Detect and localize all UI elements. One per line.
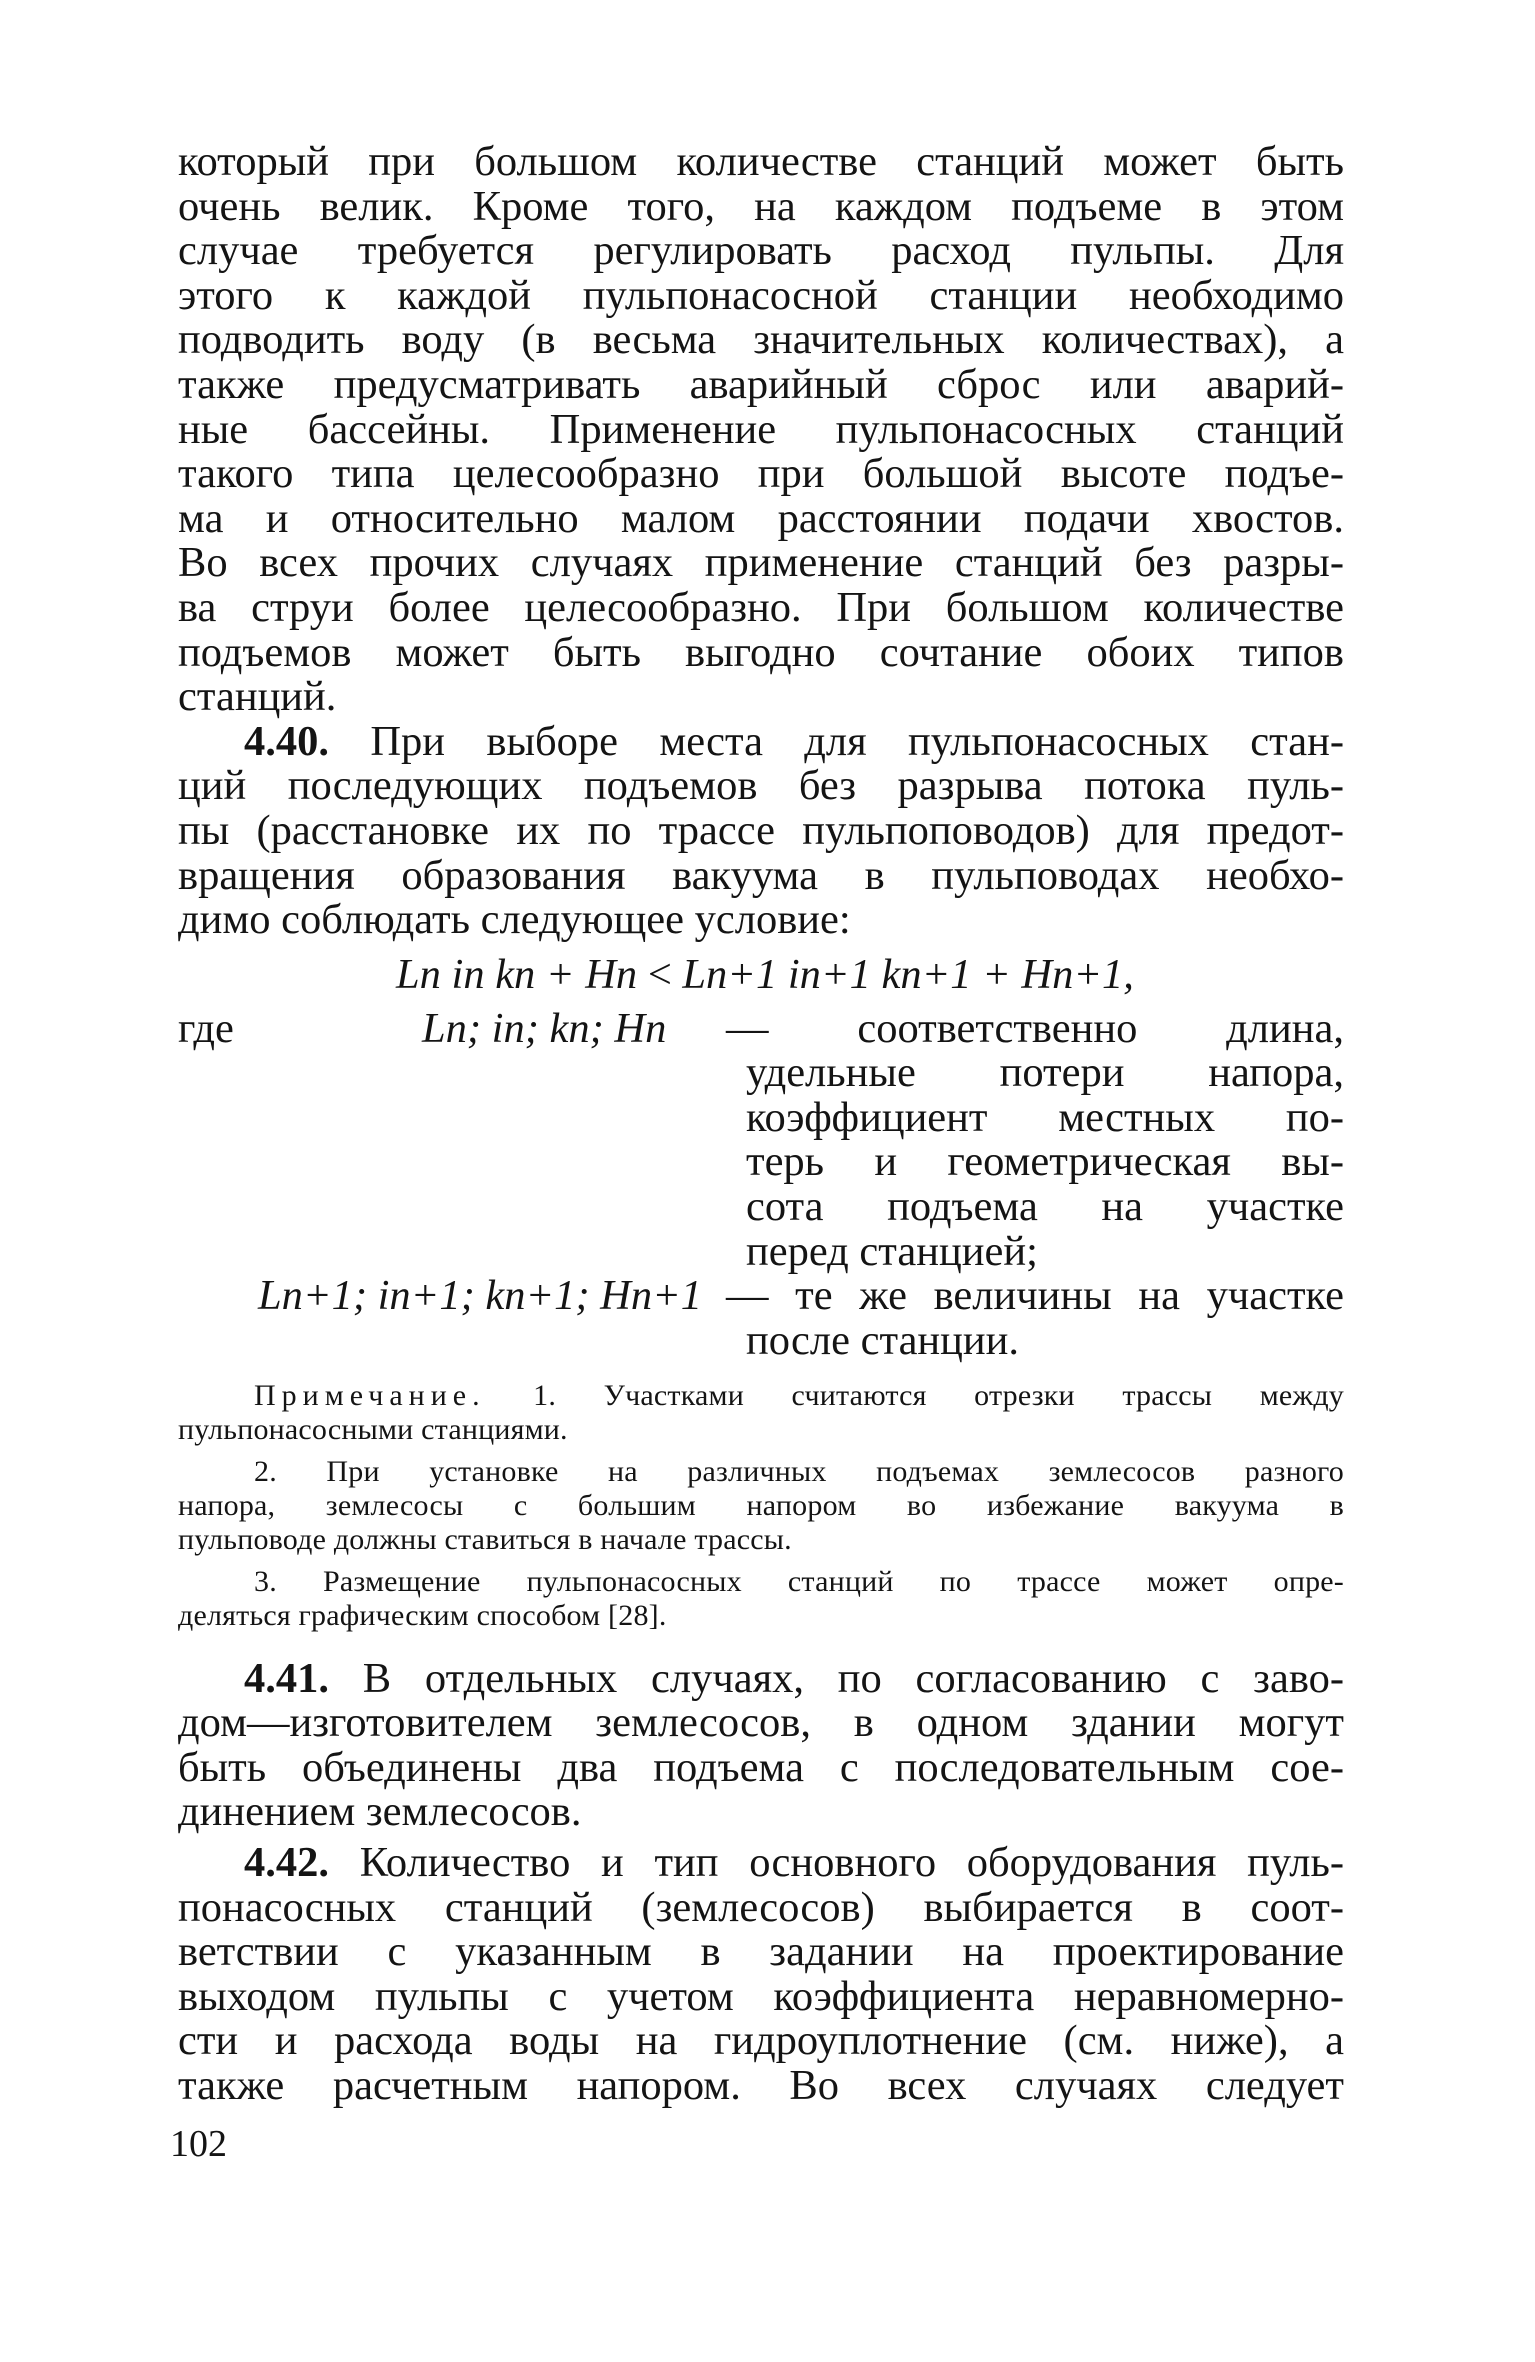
where-row (178, 1051, 1344, 1096)
text-line: динением землесосов. (178, 1788, 582, 1836)
where-row (178, 1185, 1344, 1230)
text-line: выходом пульпы с учетом коэффициента неравномерно- (178, 1972, 1344, 2020)
formula-expression (396, 950, 1134, 998)
text-line: сти и расхода воды на гидроуплотнение (см. ниже), а (178, 2017, 1344, 2065)
text-line: понасосных станций (землесосов) выбирается в соот- (178, 1883, 1344, 1931)
text-line: такого типа целесообразно при большой высоте подъе- (178, 450, 1344, 498)
text-line: ветствии с указанным в задании на проектирование (178, 1928, 1344, 1976)
text-line: подводить воду (в весьма значительных количествах), а (178, 316, 1344, 364)
where-desc-line: перед станцией; (746, 1227, 1038, 1275)
note-line: пульпонасосными станциями. (178, 1412, 568, 1446)
text-line: этого к каждой пульпонасосной станции необходимо (178, 271, 1344, 319)
text-line: очень велик. Кроме того, на каждом подъеме в этом (178, 182, 1344, 230)
text-line: дом—изготовителем землесосов, в одном здании могут (178, 1699, 1344, 1747)
where-desc-line: после станции. (746, 1316, 1020, 1364)
notes-block (178, 1379, 1344, 1633)
where-block (178, 1004, 1344, 1364)
where-row (178, 1274, 1344, 1319)
where-row (178, 1227, 1344, 1275)
text-line: димо соблюдать следующее условие: (178, 896, 851, 944)
formula-lhs: Lп iп kп + Hп (396, 950, 638, 998)
section-number: 4.42. (244, 1839, 329, 1887)
section-4-42 (178, 1841, 1344, 2109)
section-4-40 (178, 717, 1344, 944)
section-number: 4.40. (244, 717, 329, 765)
text-line: быть объединены два подъема с последовательным сое- (178, 1743, 1344, 1791)
where-desc-line: удельные потери напора, (746, 1049, 1344, 1097)
where-row (178, 1093, 1344, 1141)
section-4-41 (178, 1654, 1344, 1836)
page-number: 102 (170, 2123, 227, 2165)
text-line: также предусматривать аварийный сброс или аварий- (178, 360, 1344, 408)
text-line: станций. (178, 673, 337, 721)
where-row (178, 1316, 1344, 1364)
intro-paragraph (178, 140, 1344, 720)
text-line: который при большом количестве станций может быть (178, 138, 1344, 185)
page-body (178, 140, 1344, 2109)
text-line: также расчетным напором. Во всех случаях следует (178, 2062, 1344, 2110)
where-desc-line: — соответственно длина, (726, 1004, 1344, 1052)
text-line: ва струи более целесообразно. При большом количестве (178, 583, 1344, 631)
formula (178, 947, 1344, 1007)
where-desc-line: — те же величины на участке (726, 1272, 1344, 1320)
note-line: 3. Размещение пульпонасосных станций по трассе может опре- (254, 1564, 1344, 1598)
note-line (178, 1379, 1344, 1413)
where-desc-line: коэффициент местных по- (746, 1093, 1344, 1141)
text-line: случае требуется регулировать расход пульпы. Для (178, 227, 1344, 275)
formula-rhs: Lп+1 iп+1 kп+1 + Hп+1, (682, 950, 1134, 998)
note-text: 1. Участками считаются отрезки трассы между (533, 1378, 1344, 1412)
where-vars-2: Lп+1; iп+1; kп+1; Hп+1 (258, 1272, 703, 1320)
formula-operator: < (647, 950, 672, 998)
notes-heading: Примечание. (254, 1378, 486, 1412)
where-row (178, 1004, 1344, 1052)
text-line-content: Количество и тип основного оборудования пуль- (359, 1839, 1345, 1887)
note-line: напора, землесосы с большим напором во избежание вакуума в (178, 1488, 1344, 1522)
text-line: ные бассейны. Применение пульпонасосных станций (178, 405, 1344, 453)
where-row (178, 1140, 1344, 1185)
section-number: 4.41. (244, 1654, 329, 1702)
text-line-content: В отдельных случаях, по согласованию с заво- (362, 1654, 1344, 1702)
text-line: ций последующих подъемов без разрыва потока пуль- (178, 762, 1344, 810)
text-line: подъемов может быть выгодно сочтание обоих типов (178, 628, 1344, 676)
text-line: вращения образования вакуума в пульповодах необхо- (178, 851, 1344, 899)
note-line: пульповоде должны ставиться в начале трассы. (178, 1522, 792, 1556)
where-desc-line: сота подъема на участке (746, 1183, 1344, 1231)
note-line: деляться графическим способом [28]. (178, 1598, 667, 1632)
where-vars-1: Lп; iп; kп; Hп (422, 1004, 667, 1052)
where-label: где (178, 1004, 234, 1052)
note-line: 2. При установке на различных подъемах землесосов разного (254, 1454, 1344, 1488)
text-line (178, 1841, 1344, 1886)
text-line: ма и относительно малом расстоянии подачи хвостов. (178, 494, 1344, 542)
text-line-content: При выборе места для пульпонасосных стан- (370, 717, 1344, 765)
text-line: пы (расстановке их по трассе пульпоповодов) для предот- (178, 806, 1344, 854)
text-line (178, 1654, 1344, 1702)
text-line: Во всех прочих случаях применение станций без разры- (178, 539, 1344, 587)
text-line (178, 717, 1344, 765)
where-desc-line: терь и геометрическая вы- (746, 1138, 1344, 1186)
